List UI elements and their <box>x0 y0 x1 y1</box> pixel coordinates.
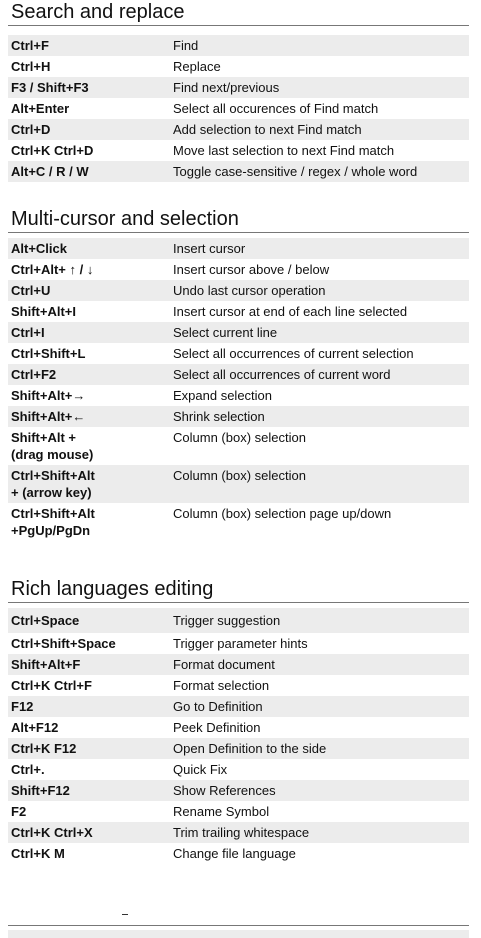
shortcut-row <box>8 633 469 654</box>
shortcut-description: Undo last cursor operation <box>173 283 326 298</box>
shortcut-description: Peek Definition <box>173 720 261 735</box>
shortcut-key: Shift+Alt+→ <box>11 388 86 403</box>
section-title: Search and replace <box>11 1 185 23</box>
shortcut-row <box>8 608 469 633</box>
section-search-and-replace <box>8 0 469 182</box>
shortcut-row <box>8 780 469 801</box>
shortcut-description: Trim trailing whitespace <box>173 825 310 840</box>
shortcut-row <box>8 77 469 98</box>
shortcut-row <box>8 364 469 385</box>
shortcut-row <box>8 843 469 864</box>
shortcut-description: Column (box) selection <box>173 468 306 483</box>
shortcut-description: Find next/previous <box>173 80 280 95</box>
shortcut-row <box>8 503 469 541</box>
shortcut-description: Change file language <box>173 846 296 861</box>
shortcut-row <box>8 801 469 822</box>
shortcut-description: Go to Definition <box>173 699 263 714</box>
shortcut-key: Ctrl+H <box>11 59 51 74</box>
shortcut-row <box>8 140 469 161</box>
shortcut-key: Ctrl+K Ctrl+D <box>11 143 94 158</box>
section-divider <box>8 602 469 603</box>
shortcut-description: Column (box) selection page up/down <box>173 506 392 521</box>
shortcut-row <box>8 696 469 717</box>
shortcut-table <box>8 608 469 864</box>
shortcut-key: Ctrl+D <box>11 122 51 137</box>
section-multi-cursor-and-selection <box>8 207 469 541</box>
shortcut-key: Shift+Alt+← <box>11 409 86 424</box>
shortcut-key: Ctrl+Shift+L <box>11 346 86 361</box>
shortcut-row <box>8 98 469 119</box>
shortcut-description: Show References <box>173 783 276 798</box>
shortcut-row <box>8 427 469 465</box>
section-divider <box>8 25 469 26</box>
shortcut-key: Ctrl+K F12 <box>11 741 77 756</box>
shortcut-key: F3 / Shift+F3 <box>11 80 89 95</box>
shortcut-key: Ctrl+U <box>11 283 51 298</box>
shortcut-key: Shift+Alt + (drag mouse) <box>11 430 94 462</box>
shortcut-description: Trigger parameter hints <box>173 636 308 651</box>
shortcut-row <box>8 343 469 364</box>
section-title: Rich languages editing <box>11 578 214 600</box>
shortcut-row <box>8 161 469 182</box>
shortcut-row <box>8 301 469 322</box>
shortcut-description: Find <box>173 38 199 53</box>
shortcut-row <box>8 56 469 77</box>
shortcut-table <box>8 35 469 182</box>
shortcut-description: Replace <box>173 59 221 74</box>
shortcut-description: Shrink selection <box>173 409 265 424</box>
shortcut-description: Select all occurences of Find match <box>173 101 379 116</box>
section-rich-languages-editing <box>8 577 469 864</box>
shortcut-row <box>8 822 469 843</box>
shortcut-description: Quick Fix <box>173 762 228 777</box>
shortcut-row <box>8 119 469 140</box>
shortcut-row <box>8 35 469 56</box>
shortcut-row <box>8 238 469 259</box>
shortcut-description: Move last selection to next Find match <box>173 143 395 158</box>
shortcut-key: Ctrl+K Ctrl+F <box>11 678 92 693</box>
shortcut-row <box>8 322 469 343</box>
shortcut-key: Ctrl+K Ctrl+X <box>11 825 93 840</box>
shortcut-row <box>8 717 469 738</box>
shortcut-key: Ctrl+K M <box>11 846 65 861</box>
footer-divider <box>8 925 469 926</box>
shortcut-description: Insert cursor above / below <box>173 262 330 277</box>
shortcut-row <box>8 385 469 406</box>
shortcut-description: Insert cursor <box>173 241 246 256</box>
shortcut-key: F12 <box>11 699 34 714</box>
shortcut-key: Ctrl+Shift+Alt + (arrow key) <box>11 468 95 500</box>
shortcut-description: Add selection to next Find match <box>173 122 362 137</box>
shortcut-key: Ctrl+. <box>11 762 45 777</box>
shortcut-description: Select all occurrences of current selection <box>173 346 414 361</box>
shortcut-key: Ctrl+Shift+Alt +PgUp/PgDn <box>11 506 95 538</box>
shortcut-description: Format selection <box>173 678 270 693</box>
shortcut-key: Alt+F12 <box>11 720 59 735</box>
footer-mark <box>122 914 128 915</box>
shortcut-key: Alt+Enter <box>11 101 70 116</box>
shortcut-key: Ctrl+Space <box>11 613 80 628</box>
shortcut-key: Ctrl+Shift+Space <box>11 636 116 651</box>
shortcut-description: Toggle case-sensitive / regex / whole word <box>173 164 418 179</box>
shortcut-row <box>8 738 469 759</box>
shortcut-key: Ctrl+F2 <box>11 367 57 382</box>
shortcut-description: Trigger suggestion <box>173 613 281 628</box>
shortcut-key: Alt+C / R / W <box>11 164 89 179</box>
shortcut-description: Column (box) selection <box>173 430 306 445</box>
shortcut-key: Shift+Alt+I <box>11 304 77 319</box>
shortcut-key: Shift+F12 <box>11 783 70 798</box>
shortcut-description: Open Definition to the side <box>173 741 327 756</box>
shortcut-key: Alt+Click <box>11 241 67 256</box>
shortcut-description: Format document <box>173 657 275 672</box>
shortcut-description: Expand selection <box>173 388 273 403</box>
shortcut-row <box>8 259 469 280</box>
shortcut-description: Select all occurrences of current word <box>173 367 391 382</box>
shortcut-description: Rename Symbol <box>173 804 270 819</box>
section-title: Multi-cursor and selection <box>11 208 239 230</box>
shortcut-row <box>8 675 469 696</box>
shortcut-key: Shift+Alt+F <box>11 657 81 672</box>
shortcut-description: Insert cursor at end of each line selected <box>173 304 408 319</box>
shortcut-row <box>8 759 469 780</box>
shortcut-row <box>8 465 469 503</box>
shortcut-key: Ctrl+I <box>11 325 45 340</box>
shortcut-key: Ctrl+F <box>11 38 49 53</box>
shortcut-row <box>8 406 469 427</box>
footer-band <box>8 930 469 938</box>
shortcut-key: F2 <box>11 804 27 819</box>
shortcut-key: Ctrl+Alt+ ↑ / ↓ <box>11 262 94 277</box>
shortcut-row <box>8 654 469 675</box>
shortcut-description: Select current line <box>173 325 278 340</box>
section-divider <box>8 232 469 233</box>
shortcut-table <box>8 238 469 541</box>
shortcut-row <box>8 280 469 301</box>
